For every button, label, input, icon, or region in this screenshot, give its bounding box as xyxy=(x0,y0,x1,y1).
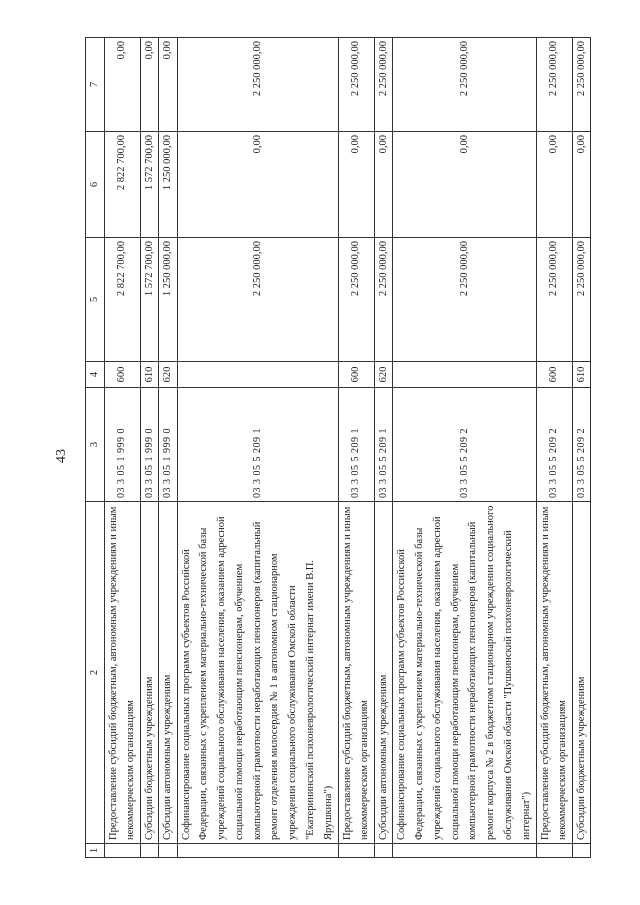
row-amount-7: 2 250 000,00 xyxy=(177,38,338,132)
row-amount-7: 2 250 000,00 xyxy=(338,38,374,132)
row-code: 03 3 05 1 999 0 xyxy=(159,388,178,502)
row-amount-6: 0,00 xyxy=(374,132,393,238)
row-number xyxy=(338,844,374,858)
header-row xyxy=(86,38,105,858)
row-amount-5: 1 572 700,00 xyxy=(140,238,159,362)
row-code: 03 3 05 5 209 1 xyxy=(338,388,374,502)
row-amount-6: 0,00 xyxy=(393,132,536,238)
table-row xyxy=(338,38,374,858)
row-description: Субсидии бюджетным учреждениям xyxy=(572,502,591,844)
row-type: 620 xyxy=(374,362,393,388)
row-code: 03 3 05 5 209 1 xyxy=(177,388,338,502)
row-number xyxy=(572,844,591,858)
row-amount-5: 1 250 000,00 xyxy=(159,238,178,362)
row-type: 600 xyxy=(338,362,374,388)
row-type: 610 xyxy=(140,362,159,388)
table-row xyxy=(572,38,591,858)
row-description: Предоставление субсидий бюджетным, автономным учреждениям и иным некоммерческим организациям xyxy=(104,502,140,844)
row-amount-5: 2 250 000,00 xyxy=(572,238,591,362)
row-amount-7: 2 250 000,00 xyxy=(374,38,393,132)
row-description: Субсидии бюджетным учреждениям xyxy=(140,502,159,844)
col-header-3: 3 xyxy=(86,388,105,502)
row-type xyxy=(393,362,536,388)
table-row xyxy=(393,38,536,858)
table-row xyxy=(140,38,159,858)
row-amount-5: 2 250 000,00 xyxy=(177,238,338,362)
row-description: Предоставление субсидий бюджетным, автономным учреждениям и иным некоммерческим организациям xyxy=(536,502,572,844)
row-amount-5: 2 250 000,00 xyxy=(393,238,536,362)
row-code: 03 3 05 5 209 2 xyxy=(572,388,591,502)
row-amount-5: 2 250 000,00 xyxy=(338,238,374,362)
row-amount-6: 1 572 700,00 xyxy=(140,132,159,238)
table-row xyxy=(177,38,338,858)
col-header-2: 2 xyxy=(86,502,105,844)
row-code: 03 3 05 1 999 0 xyxy=(104,388,140,502)
col-header-5: 5 xyxy=(86,238,105,362)
row-description: Субсидии автономным учреждениям xyxy=(374,502,393,844)
row-number xyxy=(177,844,338,858)
budget-table xyxy=(85,37,591,858)
col-header-4: 4 xyxy=(86,362,105,388)
table-row xyxy=(374,38,393,858)
row-amount-7: 0,00 xyxy=(104,38,140,132)
row-type: 600 xyxy=(536,362,572,388)
row-number xyxy=(140,844,159,858)
row-description: Предоставление субсидий бюджетным, автономным учреждениям и иным некоммерческим организациям xyxy=(338,502,374,844)
table-row xyxy=(159,38,178,858)
row-code: 03 3 05 5 209 1 xyxy=(374,388,393,502)
row-amount-6: 0,00 xyxy=(177,132,338,238)
row-description: Софинансирование социальных программ субъектов Российской Федерации, связанных с укреплением материально-технической базы учреждений социального обслуживания населения, оказанием адресной социальной помощи неработающим пенсионерам, обучением компьютерной грамотности неработающих пенсионеров (капитальный ремонт отделения милосердия № 1 в автономном стационарном учреждении социального обслуживания Омской области "Екатерининский психоневрологический интернат имени В.П. Ярушкина") xyxy=(177,502,338,844)
row-number xyxy=(104,844,140,858)
row-amount-7: 2 250 000,00 xyxy=(393,38,536,132)
row-amount-6: 0,00 xyxy=(572,132,591,238)
row-amount-7: 0,00 xyxy=(140,38,159,132)
row-amount-6: 1 250 000,00 xyxy=(159,132,178,238)
col-header-6: 6 xyxy=(86,132,105,238)
col-header-7: 7 xyxy=(86,38,105,132)
row-amount-7: 0,00 xyxy=(159,38,178,132)
row-code: 03 3 05 5 209 2 xyxy=(393,388,536,502)
row-amount-5: 2 250 000,00 xyxy=(536,238,572,362)
row-type xyxy=(177,362,338,388)
row-number xyxy=(159,844,178,858)
row-amount-6: 0,00 xyxy=(338,132,374,238)
row-amount-6: 2 822 700,00 xyxy=(104,132,140,238)
row-amount-7: 2 250 000,00 xyxy=(572,38,591,132)
row-code: 03 3 05 5 209 2 xyxy=(536,388,572,502)
col-header-1: 1 xyxy=(86,844,105,858)
page-number: 43 xyxy=(54,449,69,463)
row-amount-5: 2 250 000,00 xyxy=(374,238,393,362)
row-amount-5: 2 822 700,00 xyxy=(104,238,140,362)
row-amount-6: 0,00 xyxy=(536,132,572,238)
row-type: 620 xyxy=(159,362,178,388)
row-number xyxy=(374,844,393,858)
row-number xyxy=(393,844,536,858)
row-number xyxy=(536,844,572,858)
row-type: 610 xyxy=(572,362,591,388)
table-row xyxy=(536,38,572,858)
row-code: 03 3 05 1 999 0 xyxy=(140,388,159,502)
row-description: Софинансирование социальных программ субъектов Российской Федерации, связанных с укреплением материально-технической базы учреждений социального обслуживания населения, оказанием адресной социальной помощи неработающим пенсионерам, обучением компьютерной грамотности неработающих пенсионеров (капитальный ремонт корпуса № 2 в бюджетном стационарном учреждении социального обслуживания Омской области "Пушкинский психоневрологический интернат") xyxy=(393,502,536,844)
row-type: 600 xyxy=(104,362,140,388)
row-description: Субсидии автономным учреждениям xyxy=(159,502,178,844)
row-amount-7: 2 250 000,00 xyxy=(536,38,572,132)
table-row xyxy=(104,38,140,858)
rotated-table-container xyxy=(85,38,615,858)
